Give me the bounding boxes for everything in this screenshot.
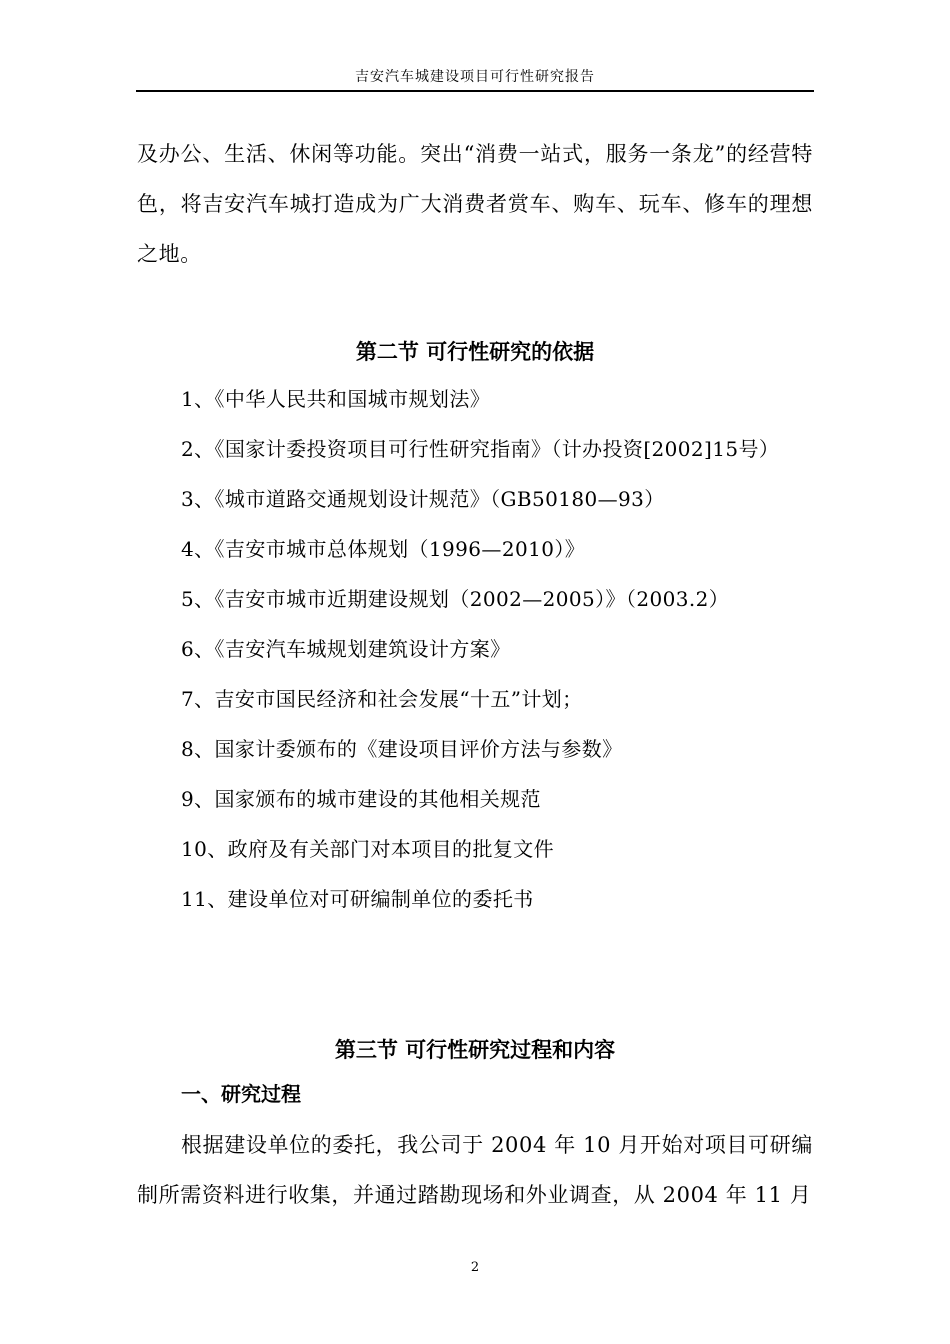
list-item: 5、《吉安市城市近期建设规划（2002—2005）》（2003.2） <box>181 587 730 611</box>
section-3-title: 第三节 可行性研究过程和内容 <box>334 1038 616 1062</box>
list-item: 8、国家计委颁布的《建设项目评价方法与参数》 <box>181 737 623 761</box>
list-item: 9、国家颁布的城市建设的其他相关规范 <box>181 787 541 811</box>
research-process-paragraph: 根据建设单位的委托，我公司于 2004 年 10 月开始对项目可研编制所需资料进行收集，并通过踏勘现场和外业调查，从 2004 年 11 月 <box>137 1133 813 1207</box>
list-item: 10、政府及有关部门对本项目的批复文件 <box>181 837 555 861</box>
intro-paragraph: 及办公、生活、休闲等功能。突出“消费一站式，服务一条龙”的经营特色，将吉安汽车城打造成为广大消费者赏车、购车、玩车、修车的理想之地。 <box>137 142 813 266</box>
basis-list <box>137 374 815 924</box>
list-item: 4、《吉安市城市总体规划（1996—2010）》 <box>181 537 586 561</box>
list-item: 11、建设单位对可研编制单位的委托书 <box>181 887 534 911</box>
page-number: 2 <box>470 1260 480 1275</box>
section-2-title: 第二节 可行性研究的依据 <box>355 340 595 364</box>
list-item: 1、《中华人民共和国城市规划法》 <box>181 387 491 411</box>
list-item: 7、吉安市国民经济和社会发展“十五”计划； <box>181 687 583 711</box>
list-item: 3、《城市道路交通规划设计规范》（GB50180—93） <box>181 487 665 511</box>
list-item: 6、《吉安汽车城规划建筑设计方案》 <box>181 637 511 661</box>
running-header: 吉安汽车城建设项目可行性研究报告 <box>355 69 595 85</box>
subheading-research-process: 一、研究过程 <box>181 1082 301 1106</box>
list-item: 2、《国家计委投资项目可行性研究指南》（计办投资[2002]15号） <box>181 437 780 461</box>
header-divider <box>136 90 814 92</box>
